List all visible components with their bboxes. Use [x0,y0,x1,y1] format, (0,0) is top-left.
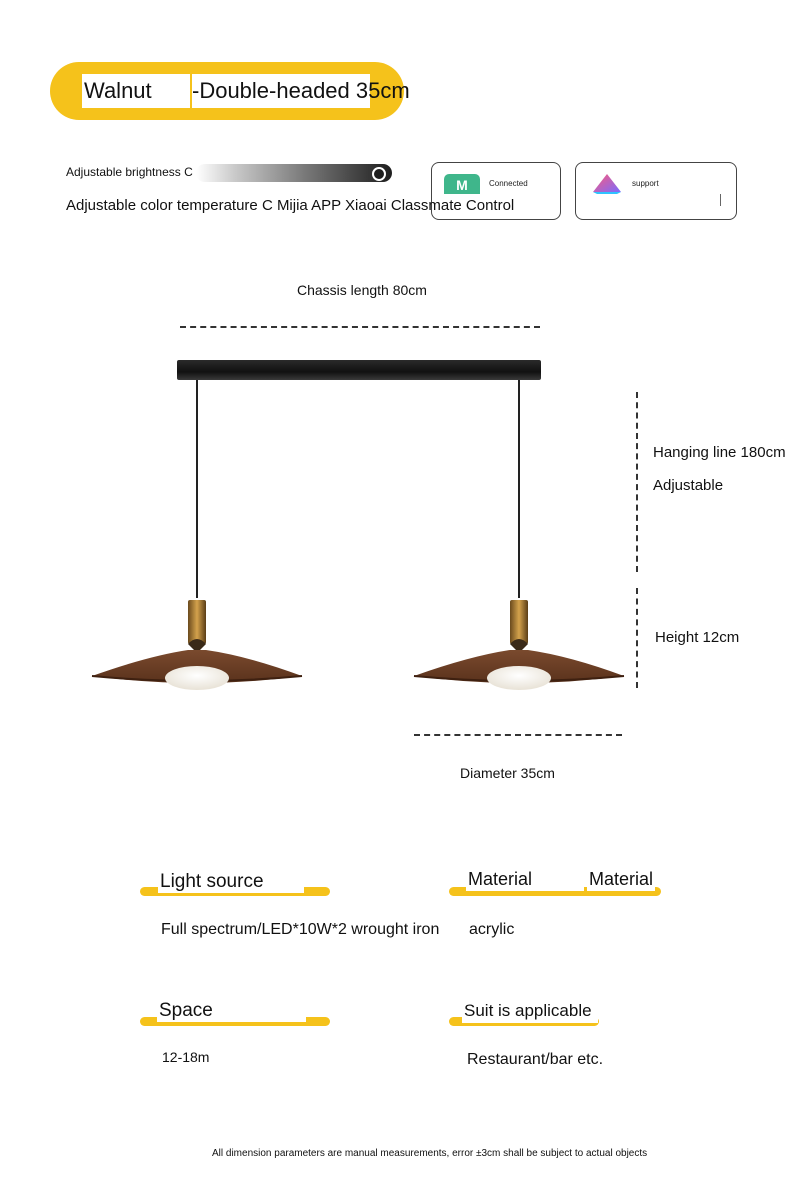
brightness-label: Adjustable brightness C [66,165,193,179]
color-temperature-line: Adjustable color temperature C Mijia APP Xiaoai Classmate Control [66,197,515,214]
material-value: acrylic [469,921,515,938]
space-title: Space [159,1000,213,1021]
applicable-title: Suit is applicable [464,1001,592,1020]
height-label: Height 12cm [655,629,740,646]
mijia-icon: M [444,174,480,194]
xiaoai-status: support [632,179,659,188]
light-source-title: Light source [160,871,264,892]
pendant-lamp-right [410,594,630,698]
diameter-dimension-line [414,734,622,736]
hanging-dimension-line [636,392,638,572]
height-dimension-line [636,588,638,688]
hanging-wire-right [518,380,520,598]
light-source-value: Full spectrum/LED*10W*2 wrought iron [161,921,440,938]
adjustable-label: Adjustable [653,477,724,494]
applicable-value: Restaurant/bar etc. [467,1051,604,1068]
hanging-line-label: Hanging line 180cm [653,444,786,461]
ceiling-chassis [177,360,541,380]
brightness-knob [372,167,386,181]
chassis-dimension-line [180,326,540,328]
product-variant: Walnut [84,78,152,103]
text-cursor [720,194,721,206]
mijia-status: Connected [489,179,528,188]
space-value: 12-18m [162,1049,210,1065]
material-title-1: Material [468,869,533,889]
chassis-length-label: Chassis length 80cm [297,282,427,298]
pendant-lamp-left [88,594,308,698]
product-spec: -Double-headed 35cm [192,78,410,103]
diameter-label: Diameter 35cm [460,765,555,781]
material-title-2: Material [589,869,654,889]
xiaoai-icon [591,172,623,194]
hanging-wire-left [196,380,198,598]
footer-note: All dimension parameters are manual measurements, error ±3cm shall be subject to actual objects [212,1148,648,1159]
brightness-slider [196,164,392,182]
